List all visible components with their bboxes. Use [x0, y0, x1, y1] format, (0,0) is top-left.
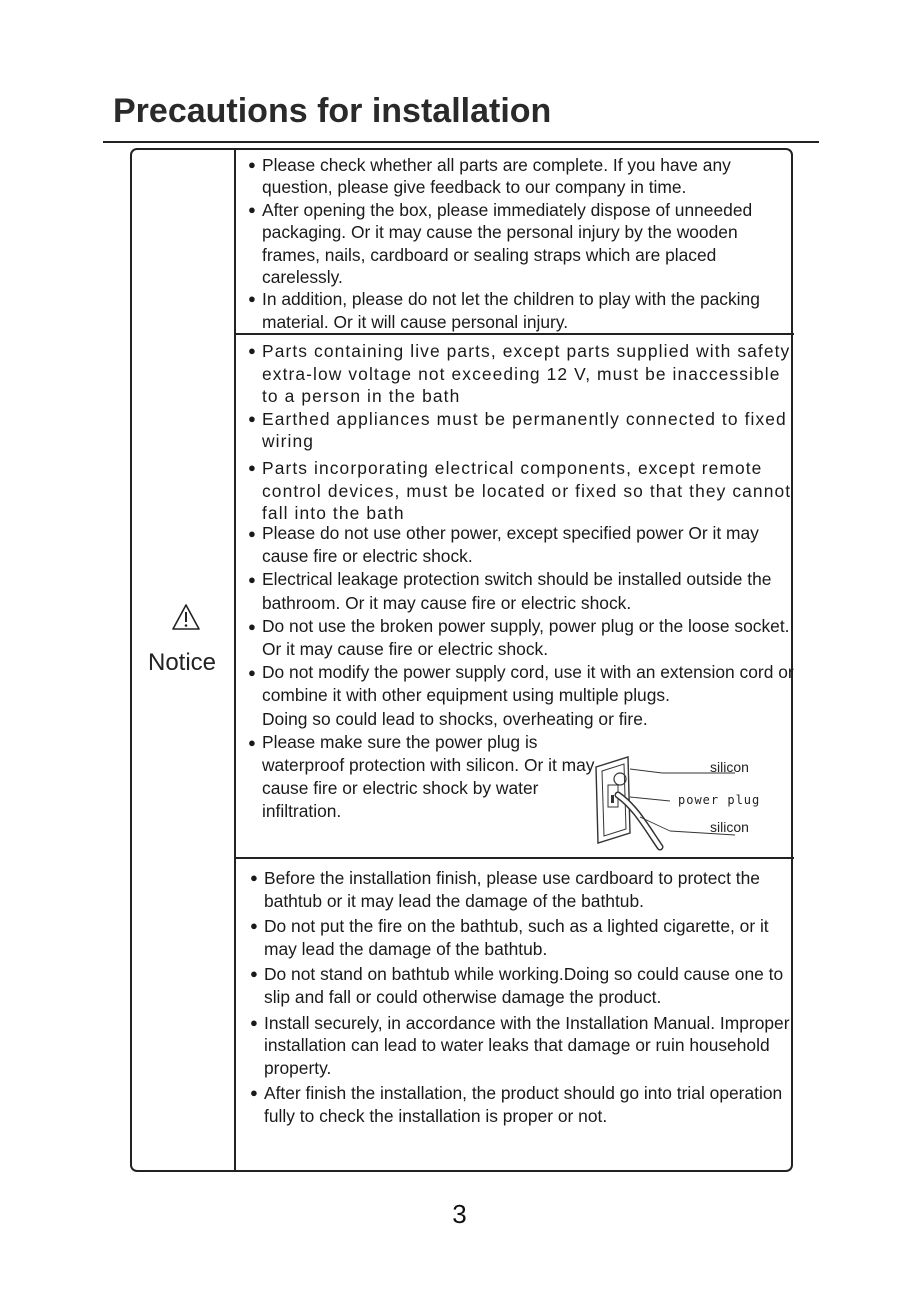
list-item: ● Parts incorporating electrical components, except remote control devices, must be located or fixed so that they cannot fall into the bath: [248, 457, 792, 524]
power-plug-figure: [590, 755, 790, 860]
power-plug-illustration: [590, 755, 790, 860]
bullet-dot: ●: [250, 918, 258, 934]
page-number: 3: [452, 1199, 467, 1229]
list-item: ● After finish the installation, the product should go into trial operation fully to check the installation is proper or not.: [250, 1083, 783, 1126]
row-divider-1: [234, 333, 794, 335]
list-item: ● Do not put the fire on the bathtub, such as a lighted cigarette, or it may lead the damage of the bathtub.: [250, 916, 769, 959]
bullet-dot: ●: [248, 618, 256, 634]
column-divider: [234, 148, 236, 1172]
list-item: ● Before the installation finish, please use cardboard to protect the bathtub or it may lead the damage of the bathtub.: [250, 868, 760, 911]
bullet-dot: ●: [250, 1085, 258, 1101]
bullet-dot: ●: [248, 526, 256, 541]
list-item: ● After opening the box, please immediately dispose of unneeded packaging. Or it may cause the personal injury by the wooden frames, nails, cardboard or sealing straps which are placed carelessly.: [248, 199, 753, 288]
bullet-dot: ●: [250, 870, 258, 885]
section-bathtub-protection: [248, 867, 796, 1128]
bullet-dot: ●: [248, 734, 256, 750]
list-item: ● Earthed appliances must be permanently connected to fixed wiring: [248, 408, 787, 452]
list-item-continuation: Doing so could lead to shocks, overheating or fire.: [262, 708, 648, 729]
list-item: ● Please check whether all parts are complete. If you have any question, please give feedback to our company in time.: [248, 155, 731, 198]
bullet-dot: ●: [248, 343, 257, 358]
notice-label: Notice: [148, 649, 217, 676]
list-item: ● Install securely, in accordance with the Installation Manual. Improper installation can lead to water leaks that damage or ruin household property.: [250, 1012, 790, 1078]
list-item: ● Electrical leakage protection switch should be installed outside the bathroom. Or it may cause fire or electric shock.: [248, 569, 772, 613]
list-item: ● Do not stand on bathtub while working.Doing so could cause one to slip and fall or could otherwise damage the product.: [250, 964, 784, 1007]
bullet-dot: ●: [250, 1014, 258, 1030]
bullet-dot: ●: [248, 291, 256, 307]
list-item: ● Parts containing live parts, except parts supplied with safety extra-low voltage not exceeding 12 V, must be inaccessible to a person in the bath: [248, 341, 791, 407]
list-item: ● Please do not use other power, except specified power Or it may cause fire or electric shock.: [248, 523, 759, 567]
list-item: ● Do not use the broken power supply, power plug or the loose socket. Or it may cause fire or electric shock.: [248, 615, 790, 660]
silicon-label-top: silicon: [710, 759, 749, 775]
bullet-dot: ●: [248, 157, 256, 172]
warning-triangle-icon: [171, 603, 201, 631]
section-packaging: [246, 154, 794, 333]
bullet-dot: ●: [248, 572, 256, 588]
bullet-dot: ●: [248, 410, 257, 426]
title-underline: [103, 141, 819, 143]
list-item: ● Do not modify the power supply cord, use it with an extension cord or combine it with other equipment using multiple plugs.: [248, 662, 794, 706]
power-plug-label: power plug: [678, 793, 761, 807]
section-electrical-parts: [246, 340, 794, 525]
list-item: ● Please make sure the power plug is waterproof protection with silicon. Or it may cause fire or electric shock by water infiltration.: [248, 731, 595, 822]
bullet-dot: ●: [248, 201, 256, 217]
page-title: Precautions for installation: [113, 92, 552, 130]
list-item: ● In addition, please do not let the children to play with the packing material. Or it will cause personal injury.: [248, 289, 760, 332]
silicon-label-bottom: silicon: [710, 819, 749, 835]
bullet-dot: ●: [250, 966, 258, 982]
bullet-dot: ●: [248, 459, 257, 475]
bullet-dot: ●: [248, 665, 256, 681]
